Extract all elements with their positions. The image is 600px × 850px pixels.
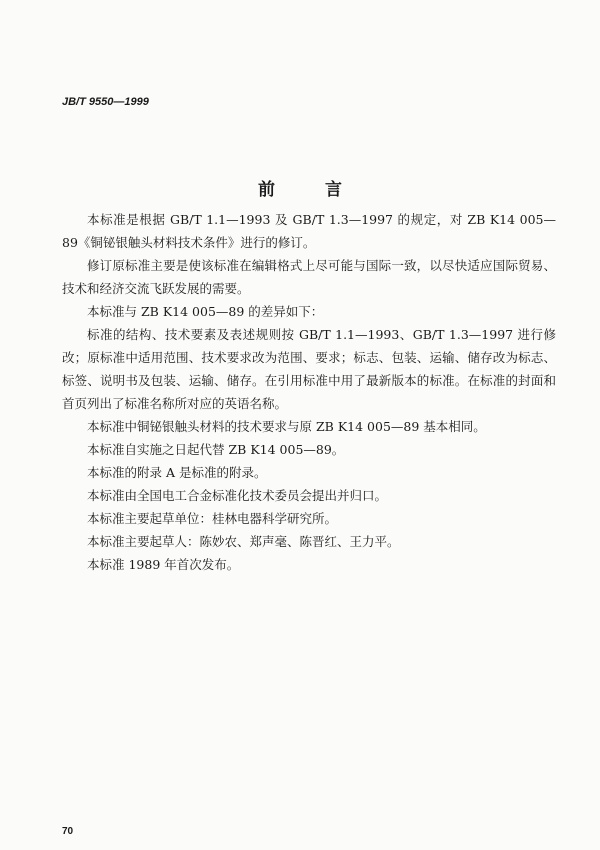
page-title: 前 言 [258, 180, 364, 200]
paragraph: 本标准 1989 年首次发布。 [87, 557, 240, 572]
paragraph: 本标准由全国电工合金标准化技术委员会提出并归口。 [87, 488, 388, 503]
paragraph: 本标准是根据 GB/T 1.1—1993 及 GB/T 1.3—1997 的规定，对 ZB K14 005—89《铜铋银触头材料技术条件》进行的修订。 [62, 212, 556, 250]
paragraph: 本标准的附录 A 是标准的附录。 [87, 465, 267, 480]
paragraph: 标准的结构、技术要素及表述规则按 GB/T 1.1—1993、GB/T 1.3—1997 进行修改；原标准中适用范围、技术要求改为范围、要求；标志、包装、运输、储存改为标志、标签、说明书及包装、运输、储存。在引用标准中用了最新版本的标准。在标准的封面和首页列出了标准名称所对应的英语名称。 [62, 327, 556, 411]
paragraph: 本标准主要起草单位：桂林电器科学研究所。 [87, 511, 338, 526]
paragraph: 本标准主要起草人：陈妙农、郑声毫、陈晋红、王力平。 [87, 534, 400, 549]
paragraph: 本标准中铜铋银触头材料的技术要求与原 ZB K14 005—89 基本相同。 [87, 419, 486, 434]
paragraph: 本标准与 ZB K14 005—89 的差异如下： [87, 304, 324, 319]
paragraph: 本标准自实施之日起代替 ZB K14 005—89。 [87, 442, 345, 457]
standard-number-header: JB/T 9550—1999 [62, 96, 149, 108]
page-number: 70 [62, 826, 74, 837]
paragraph: 修订原标准主要是使该标准在编辑格式上尽可能与国际一致，以尽快适应国际贸易、技术和经济交流飞跃发展的需要。 [62, 258, 556, 296]
foreword-body [62, 208, 556, 576]
